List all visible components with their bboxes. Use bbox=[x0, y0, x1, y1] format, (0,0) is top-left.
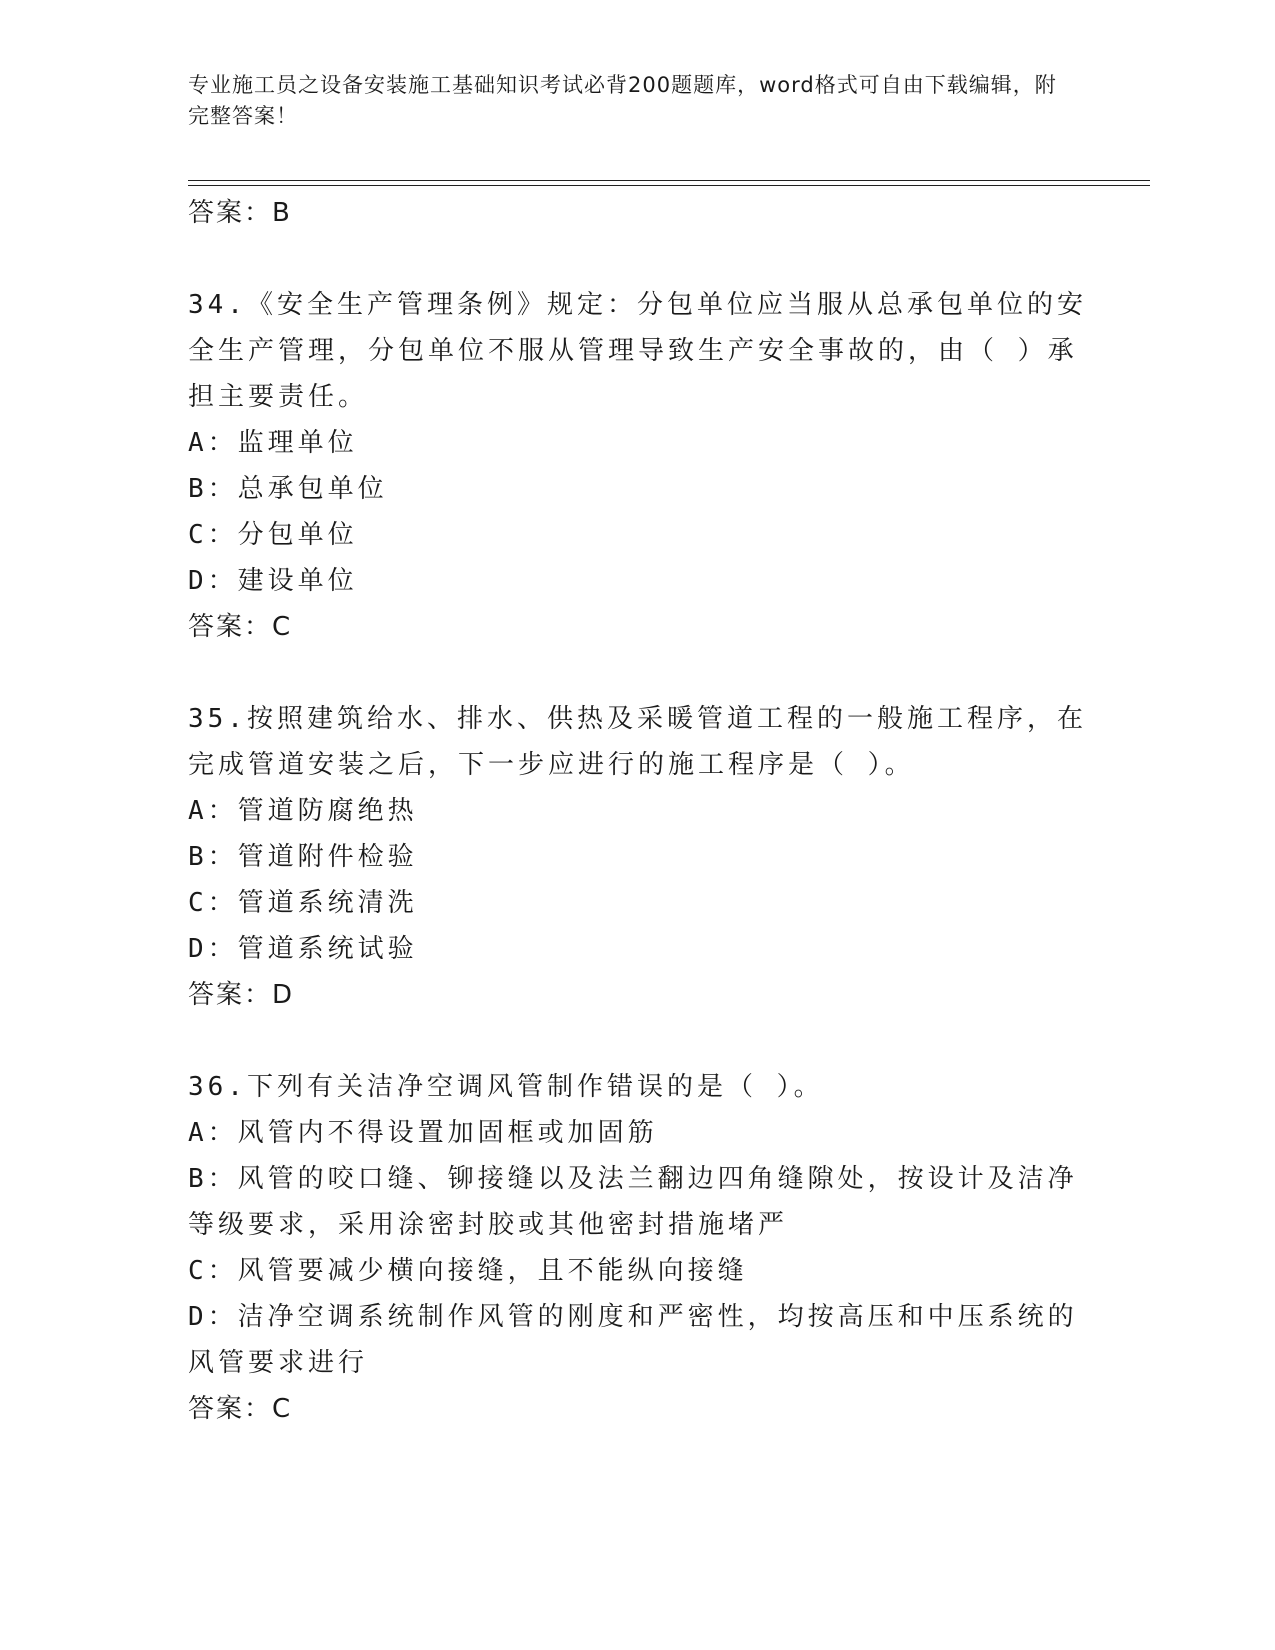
option-a: A：风管内不得设置加固框或加固筋 bbox=[188, 1118, 658, 1148]
option-c: C：管道系统清洗 bbox=[188, 888, 418, 918]
question-block-35 bbox=[188, 696, 1088, 1018]
option-b: B：管道附件检验 bbox=[188, 842, 418, 872]
header-text: 专业施工员之设备安装施工基础知识考试必背200题题库，word格式可自由下载编辑，附完整答案！ bbox=[188, 73, 1057, 128]
option-d: D：建设单位 bbox=[188, 566, 358, 596]
document-body bbox=[188, 190, 1088, 1432]
header-divider bbox=[188, 180, 1150, 186]
option-d: D：管道系统试验 bbox=[188, 934, 418, 964]
question-stem: 34.《安全生产管理条例》规定：分包单位应当服从总承包单位的安全生产管理，分包单位不服从管理导致生产安全事故的，由（ ）承担主要责任。 bbox=[188, 290, 1087, 412]
answer-line: 答案：C bbox=[188, 612, 293, 642]
answer-line: 答案：D bbox=[188, 980, 295, 1010]
answer-line: 答案：C bbox=[188, 1394, 293, 1424]
question-stem: 36.下列有关洁净空调风管制作错误的是（ ）。 bbox=[188, 1072, 824, 1102]
option-c: C：风管要减少横向接缝，且不能纵向接缝 bbox=[188, 1256, 748, 1286]
spacer bbox=[188, 650, 1088, 696]
option-a: A：管道防腐绝热 bbox=[188, 796, 418, 826]
option-a: A：监理单位 bbox=[188, 428, 358, 458]
document-header bbox=[188, 70, 1068, 132]
question-stem: 35.按照建筑给水、排水、供热及采暖管道工程的一般施工程序，在完成管道安装之后，下一步应进行的施工程序是（ ）。 bbox=[188, 704, 1087, 780]
option-b: B：风管的咬口缝、铆接缝以及法兰翻边四角缝隙处，按设计及洁净等级要求，采用涂密封胶或其他密封措施堵严 bbox=[188, 1164, 1078, 1240]
spacer bbox=[188, 236, 1088, 282]
spacer bbox=[188, 1018, 1088, 1064]
option-d: D：洁净空调系统制作风管的刚度和严密性，均按高压和中压系统的风管要求进行 bbox=[188, 1302, 1078, 1378]
answer-line: 答案：B bbox=[188, 198, 292, 228]
option-c: C：分包单位 bbox=[188, 520, 358, 550]
question-block-36 bbox=[188, 1064, 1088, 1432]
question-block-34 bbox=[188, 282, 1088, 650]
option-b: B：总承包单位 bbox=[188, 474, 388, 504]
